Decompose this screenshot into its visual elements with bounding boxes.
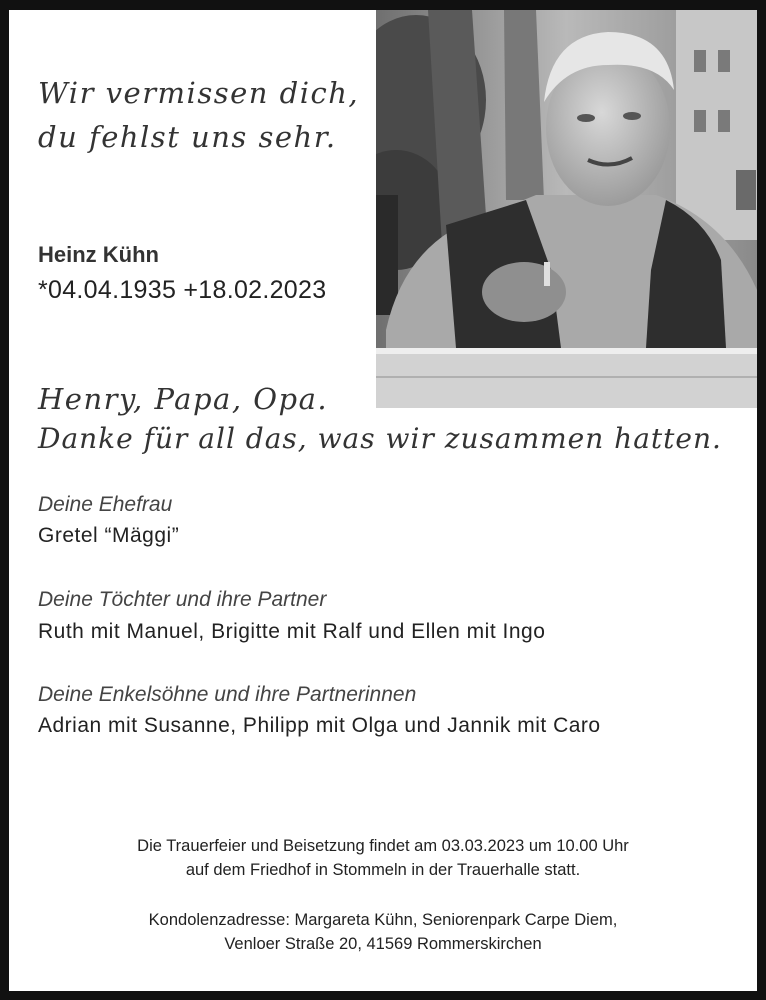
funeral-notice <box>10 834 756 882</box>
headline-line-2: du fehlst uns sehr. <box>38 120 337 154</box>
mourner-names-daughters: Ruth mit Manuel, Brigitte mit Ralf und Ellen mit Ingo <box>38 620 546 643</box>
condolence-address <box>10 908 756 956</box>
mourner-label-daughters: Deine Töchter und ihre Partner <box>38 588 327 611</box>
condolence-address-line-2: Venloer Straße 20, 41569 Rommerskirchen <box>224 935 542 953</box>
mourner-names-spouse: Gretel “Mäggi” <box>38 524 180 547</box>
condolence-address-line-1: Kondolenzadresse: Margareta Kühn, Seniorenpark Carpe Diem, <box>148 911 618 929</box>
portrait-photo <box>376 10 757 408</box>
deceased-name: Heinz Kühn <box>38 242 159 267</box>
funeral-notice-line-1: Die Trauerfeier und Beisetzung findet am 03.03.2023 um 10.00 Uhr <box>137 837 629 855</box>
deceased-dates: *04.04.1935 +18.02.2023 <box>38 276 327 304</box>
headline-line-1: Wir vermissen dich, <box>38 76 360 110</box>
mourner-label-grandsons: Deine Enkelsöhne und ihre Partnerinnen <box>38 683 417 706</box>
tribute-line-1: Henry, Papa, Opa. <box>38 382 329 416</box>
mourner-names-grandsons: Adrian mit Susanne, Philipp mit Olga und Jannik mit Caro <box>38 714 601 737</box>
funeral-notice-line-2: auf dem Friedhof in Stommeln in der Trauerhalle statt. <box>185 861 581 879</box>
tribute-line-2: Danke für all das, was wir zusammen hatten. <box>38 422 722 455</box>
mourner-label-spouse: Deine Ehefrau <box>38 493 173 516</box>
